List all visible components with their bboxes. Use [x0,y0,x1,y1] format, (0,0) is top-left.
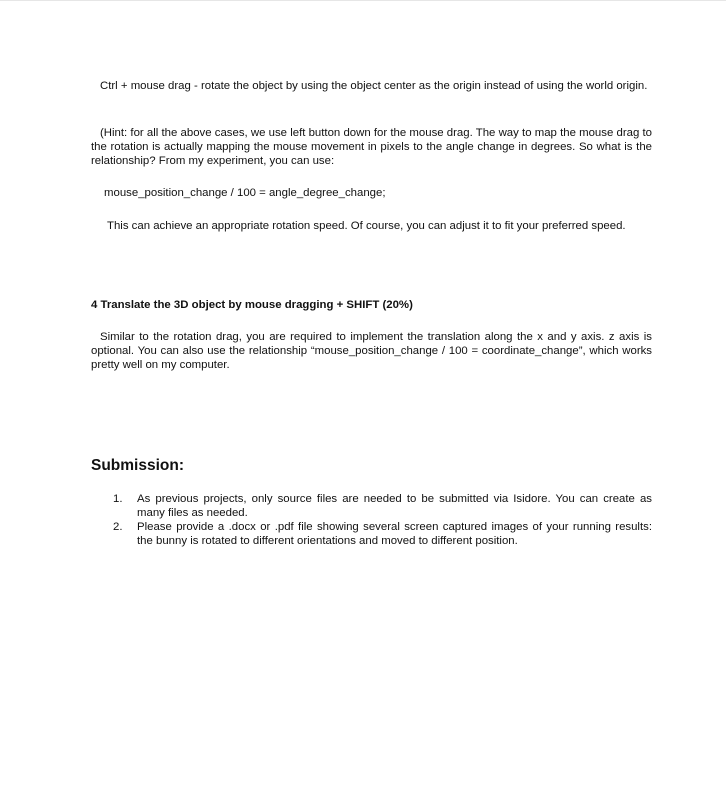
submission-heading: Submission: [91,457,185,474]
ctrl-drag-paragraph: Ctrl + mouse drag - rotate the object by using the object center as the origin instead of using the world origin. [100,80,648,92]
list-item-text: As previous projects, only source files are needed to be submitted via Isidore. You can create as many files as needed. [137,493,652,519]
formula-line: mouse_position_change / 100 = angle_degree_change; [104,187,386,199]
hint-paragraph: (Hint: for all the above cases, we use left button down for the mouse drag. The way to map the mouse drag to the rotation is actually mapping the mouse movement in pixels to the angle change in degrees. So what is the relationship? From my experiment, you can use: [91,127,652,167]
list-item-number: 2. [113,521,123,533]
section-4-body: Similar to the rotation drag, you are required to implement the translation along the x and y axis. z axis is optional. You can also use the relationship “mouse_position_change / 100 = coordinate_change”, which works pretty well on my computer. [91,331,652,371]
speed-paragraph: This can achieve an appropriate rotation speed. Of course, you can adjust it to fit your preferred speed. [107,220,626,232]
list-item-text: Please provide a .docx or .pdf file showing several screen captured images of your running results: the bunny is rotated to different orientations and moved to different position. [137,521,652,547]
submission-list [113,492,652,548]
section-4-heading: 4 Translate the 3D object by mouse dragging + SHIFT (20%) [91,299,413,311]
list-item [113,520,652,548]
list-item [113,492,652,520]
list-item-number: 1. [113,493,123,505]
